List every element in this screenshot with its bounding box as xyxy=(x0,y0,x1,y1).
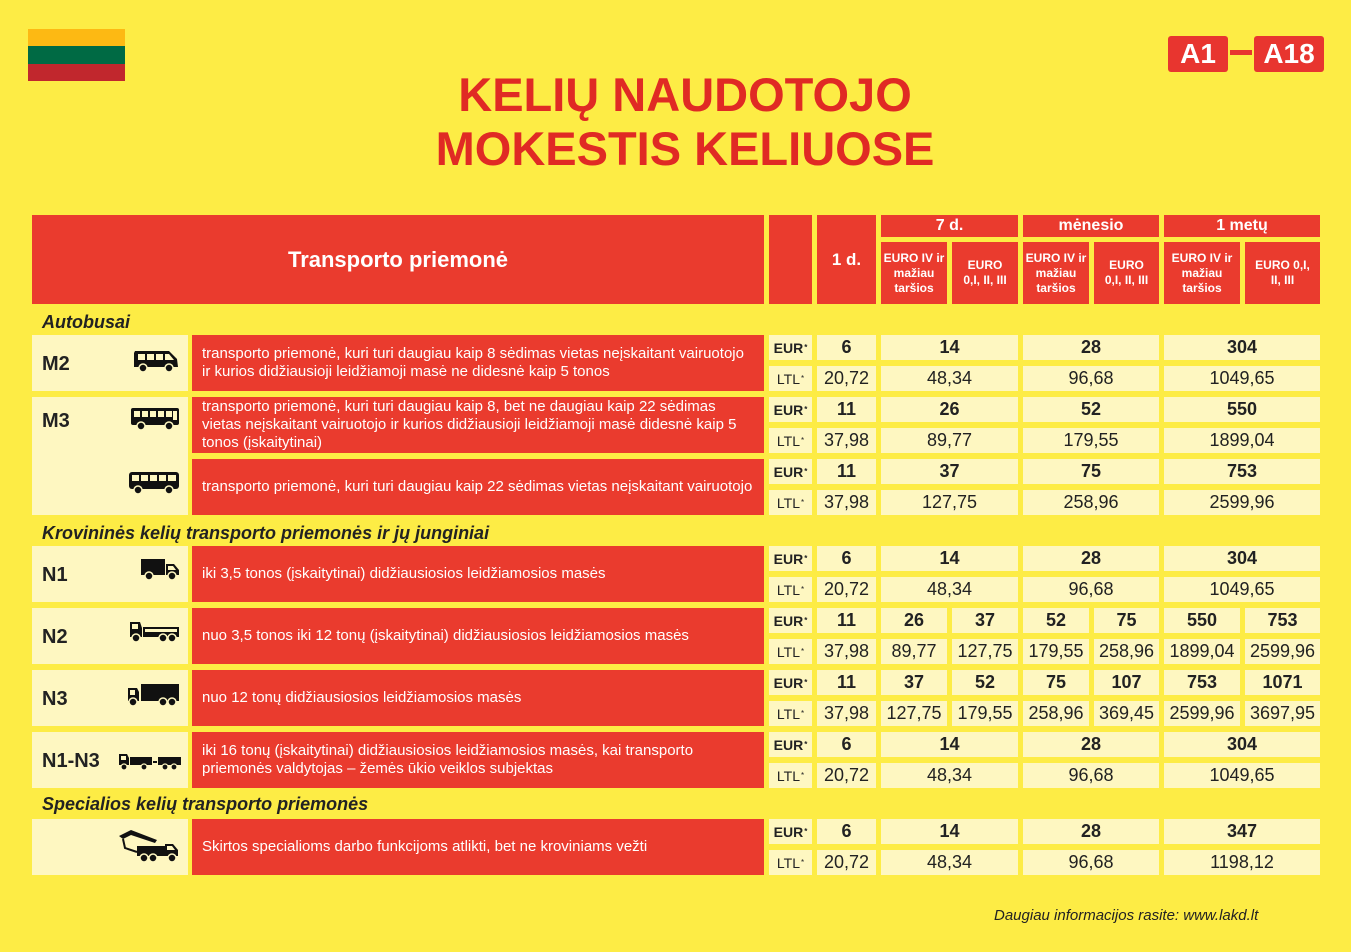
price-ltl-cell: 48,34 xyxy=(881,577,1018,602)
price-eur-cell: 26 xyxy=(881,608,947,633)
currency-footnote-mark: * xyxy=(800,436,805,445)
price-eur-cell: 52 xyxy=(1023,608,1089,633)
price-ltl-cell: 48,34 xyxy=(881,850,1018,875)
price-eur-cell: 6 xyxy=(817,819,876,844)
price-eur-cell: 11 xyxy=(817,608,876,633)
vehicle-code-m3: M3 xyxy=(42,410,70,432)
price-eur-cell: 14 xyxy=(881,546,1018,571)
heavy-truck-icon xyxy=(125,682,181,708)
currency-footnote-mark: * xyxy=(804,740,808,749)
currency-label: LTL xyxy=(776,494,800,511)
price-ltl-cell: 37,98 xyxy=(817,701,876,726)
price-ltl-cell: 96,68 xyxy=(1023,366,1159,391)
price-eur-cell: 347 xyxy=(1164,819,1320,844)
price-eur-cell: 11 xyxy=(817,459,876,484)
price-eur-cell: 28 xyxy=(1023,819,1159,844)
flag-stripe-green xyxy=(28,46,125,63)
price-ltl-cell: 89,77 xyxy=(881,639,947,664)
currency-label: EUR xyxy=(773,339,804,356)
flag-stripe-red xyxy=(28,64,125,81)
route-dash xyxy=(1230,50,1252,55)
bus-icon xyxy=(129,405,181,431)
price-ltl-cell: 1049,65 xyxy=(1164,763,1320,788)
currency-footnote-mark: * xyxy=(800,647,805,656)
price-ltl-cell: 37,98 xyxy=(817,428,876,453)
price-eur-cell: 304 xyxy=(1164,732,1320,757)
truck-icon xyxy=(127,618,181,644)
currency-ltl xyxy=(769,577,812,602)
header-month: mėnesio xyxy=(1023,215,1159,237)
currency-ltl xyxy=(769,490,812,515)
truck-trailer-icon xyxy=(117,750,183,772)
currency-eur xyxy=(769,819,812,844)
desc-n1-n3: iki 16 tonų (įskaitytinai) didžiausiosios leidžiamosios masės, kai transporto priemonės valdytojas – žemės ūkio veiklos subjektas xyxy=(192,732,764,788)
currency-footnote-mark: * xyxy=(800,771,805,780)
price-ltl-cell: 48,34 xyxy=(881,763,1018,788)
currency-footnote-mark: * xyxy=(804,827,808,836)
header-year-euro4: EURO IV ir mažiau taršios xyxy=(1164,242,1240,304)
currency-eur xyxy=(769,335,812,360)
price-ltl-cell: 1899,04 xyxy=(1164,428,1320,453)
currency-eur xyxy=(769,732,812,757)
price-eur-cell: 550 xyxy=(1164,608,1240,633)
price-ltl-cell: 369,45 xyxy=(1094,701,1159,726)
price-eur-cell: 107 xyxy=(1094,670,1159,695)
currency-label: EUR xyxy=(773,674,804,691)
price-ltl-cell: 127,75 xyxy=(952,639,1018,664)
price-eur-cell: 11 xyxy=(817,670,876,695)
page-title-line1: KELIŲ NAUDOTOJO xyxy=(458,68,912,121)
currency-footnote-mark: * xyxy=(800,709,805,718)
currency-label: EUR xyxy=(773,823,804,840)
price-eur-cell: 28 xyxy=(1023,732,1159,757)
flag-stripe-yellow xyxy=(28,29,125,46)
currency-eur xyxy=(769,608,812,633)
currency-label: LTL xyxy=(776,767,800,784)
price-ltl-cell: 1198,12 xyxy=(1164,850,1320,875)
price-ltl-cell: 2599,96 xyxy=(1245,639,1320,664)
price-ltl-cell: 258,96 xyxy=(1023,701,1089,726)
vehicle-code-n2: N2 xyxy=(42,626,68,648)
currency-label: LTL xyxy=(776,581,800,598)
price-eur-cell: 28 xyxy=(1023,335,1159,360)
page-title-line2: MOKESTIS KELIUOSE xyxy=(435,122,935,175)
desc-n2: nuo 3,5 tonos iki 12 tonų (įskaitytinai) didžiausiosios leidžiamosios masės xyxy=(192,608,764,664)
currency-footnote-mark: * xyxy=(800,498,805,507)
price-eur-cell: 550 xyxy=(1164,397,1320,422)
currency-label: LTL xyxy=(776,432,800,449)
desc-m2: transporto priemonė, kuri turi daugiau kaip 8 sėdimas vietas neįskaitant vairuotojo ir kurios didžiausioji leidžiamoji masė ne didesnė kaip 5 tonos xyxy=(192,335,764,391)
price-eur-cell: 37 xyxy=(952,608,1018,633)
header-7days: 7 d. xyxy=(881,215,1018,237)
price-eur-cell: 6 xyxy=(817,732,876,757)
price-ltl-cell: 37,98 xyxy=(817,490,876,515)
price-eur-cell: 11 xyxy=(817,397,876,422)
price-eur-cell: 52 xyxy=(1023,397,1159,422)
desc-special: Skirtos specialioms darbo funkcijoms atlikti, bet ne kroviniams vežti xyxy=(192,819,764,875)
price-ltl-cell: 96,68 xyxy=(1023,850,1159,875)
currency-eur xyxy=(769,670,812,695)
minibus-icon xyxy=(131,347,181,373)
price-eur-cell: 14 xyxy=(881,732,1018,757)
price-eur-cell: 28 xyxy=(1023,546,1159,571)
currency-label: LTL xyxy=(776,370,800,387)
header-month-euro4: EURO IV ir mažiau taršios xyxy=(1023,242,1089,304)
price-ltl-cell: 37,98 xyxy=(817,639,876,664)
currency-ltl xyxy=(769,428,812,453)
price-eur-cell: 75 xyxy=(1023,670,1089,695)
route-badge-from: A1 xyxy=(1168,36,1228,72)
price-eur-cell: 6 xyxy=(817,335,876,360)
header-7days-euro0: EURO 0,I, II, III xyxy=(952,242,1018,304)
price-eur-cell: 37 xyxy=(881,459,1018,484)
currency-label: EUR xyxy=(773,463,804,480)
price-eur-cell: 304 xyxy=(1164,546,1320,571)
vehicle-code-m2: M2 xyxy=(42,353,70,375)
desc-n3: nuo 12 tonų didžiausiosios leidžiamosios masės xyxy=(192,670,764,726)
currency-ltl xyxy=(769,701,812,726)
currency-footnote-mark: * xyxy=(804,343,808,352)
price-eur-cell: 52 xyxy=(952,670,1018,695)
currency-footnote-mark: * xyxy=(800,585,805,594)
section-special: Specialios kelių transporto priemonės xyxy=(42,794,369,814)
price-eur-cell: 75 xyxy=(1094,608,1159,633)
vehicle-code-n1-n3: N1-N3 xyxy=(42,750,100,772)
price-eur-cell: 14 xyxy=(881,335,1018,360)
crane-truck-icon xyxy=(117,826,181,866)
van-icon xyxy=(139,556,181,582)
price-eur-cell: 1071 xyxy=(1245,670,1320,695)
vehicle-code-n1: N1 xyxy=(42,564,68,586)
price-ltl-cell: 20,72 xyxy=(817,763,876,788)
currency-eur xyxy=(769,397,812,422)
currency-footnote-mark: * xyxy=(804,405,808,414)
header-currency-blank xyxy=(769,215,812,304)
header-year-euro0: EURO 0,I, II, III xyxy=(1245,242,1320,304)
currency-ltl xyxy=(769,763,812,788)
currency-footnote-mark: * xyxy=(804,616,808,625)
currency-label: LTL xyxy=(776,705,800,722)
price-eur-cell: 753 xyxy=(1164,459,1320,484)
price-eur-cell: 26 xyxy=(881,397,1018,422)
price-ltl-cell: 20,72 xyxy=(817,577,876,602)
currency-footnote-mark: * xyxy=(804,554,808,563)
price-ltl-cell: 179,55 xyxy=(1023,428,1159,453)
route-badge-to: A18 xyxy=(1254,36,1324,72)
price-eur-cell: 75 xyxy=(1023,459,1159,484)
header-7days-euro4: EURO IV ir mažiau taršios xyxy=(881,242,947,304)
header-year: 1 metų xyxy=(1164,215,1320,237)
price-ltl-cell: 2599,96 xyxy=(1164,490,1320,515)
currency-label: EUR xyxy=(773,736,804,753)
price-eur-cell: 753 xyxy=(1245,608,1320,633)
price-ltl-cell: 1049,65 xyxy=(1164,577,1320,602)
currency-footnote-mark: * xyxy=(800,374,805,383)
price-eur-cell: 14 xyxy=(881,819,1018,844)
price-ltl-cell: 258,96 xyxy=(1094,639,1159,664)
desc-m3-large: transporto priemonė, kuri turi daugiau kaip 22 sėdimas vietas neįskaitant vairuotojo xyxy=(192,459,764,515)
price-ltl-cell: 1049,65 xyxy=(1164,366,1320,391)
price-ltl-cell: 258,96 xyxy=(1023,490,1159,515)
currency-footnote-mark: * xyxy=(804,467,808,476)
coach-icon xyxy=(127,469,181,495)
currency-eur xyxy=(769,546,812,571)
price-ltl-cell: 96,68 xyxy=(1023,577,1159,602)
currency-label: EUR xyxy=(773,550,804,567)
price-ltl-cell: 3697,95 xyxy=(1245,701,1320,726)
currency-label: LTL xyxy=(776,854,800,871)
price-ltl-cell: 89,77 xyxy=(881,428,1018,453)
desc-n1: iki 3,5 tonos (įskaitytinai) didžiausiosios leidžiamosios masės xyxy=(192,546,764,602)
price-ltl-cell: 127,75 xyxy=(881,490,1018,515)
header-month-euro0: EURO 0,I, II, III xyxy=(1094,242,1159,304)
currency-ltl xyxy=(769,850,812,875)
price-ltl-cell: 179,55 xyxy=(1023,639,1089,664)
price-eur-cell: 304 xyxy=(1164,335,1320,360)
header-vehicle: Transporto priemonė xyxy=(32,215,764,304)
currency-footnote-mark: * xyxy=(800,858,805,867)
currency-label: LTL xyxy=(776,643,800,660)
price-ltl-cell: 20,72 xyxy=(817,850,876,875)
header-1day: 1 d. xyxy=(817,215,876,304)
price-ltl-cell: 179,55 xyxy=(952,701,1018,726)
price-ltl-cell: 1899,04 xyxy=(1164,639,1240,664)
currency-eur xyxy=(769,459,812,484)
currency-label: EUR xyxy=(773,401,804,418)
vehicle-code-n3: N3 xyxy=(42,688,68,710)
currency-ltl xyxy=(769,639,812,664)
footer-info: Daugiau informacijos rasite: www.lakd.lt xyxy=(994,907,1259,924)
price-eur-cell: 753 xyxy=(1164,670,1240,695)
section-buses: Autobusai xyxy=(42,312,130,332)
price-eur-cell: 6 xyxy=(817,546,876,571)
price-eur-cell: 37 xyxy=(881,670,947,695)
currency-ltl xyxy=(769,366,812,391)
currency-footnote-mark: * xyxy=(804,678,808,687)
price-ltl-cell: 48,34 xyxy=(881,366,1018,391)
price-ltl-cell: 96,68 xyxy=(1023,763,1159,788)
desc-m3-small: transporto priemonė, kuri turi daugiau kaip 8, bet ne daugiau kaip 22 sėdimas vietas neįskaitant vairuotojo ir kurios didžiausioji leidžiamoji masė didesnė kaip 5 tonos (įskaitytinai) xyxy=(192,397,764,453)
price-ltl-cell: 20,72 xyxy=(817,366,876,391)
price-ltl-cell: 127,75 xyxy=(881,701,947,726)
section-trucks: Krovininės kelių transporto priemonės ir jų junginiai xyxy=(42,523,490,543)
lithuania-flag xyxy=(28,29,125,81)
price-ltl-cell: 2599,96 xyxy=(1164,701,1240,726)
currency-label: EUR xyxy=(773,612,804,629)
